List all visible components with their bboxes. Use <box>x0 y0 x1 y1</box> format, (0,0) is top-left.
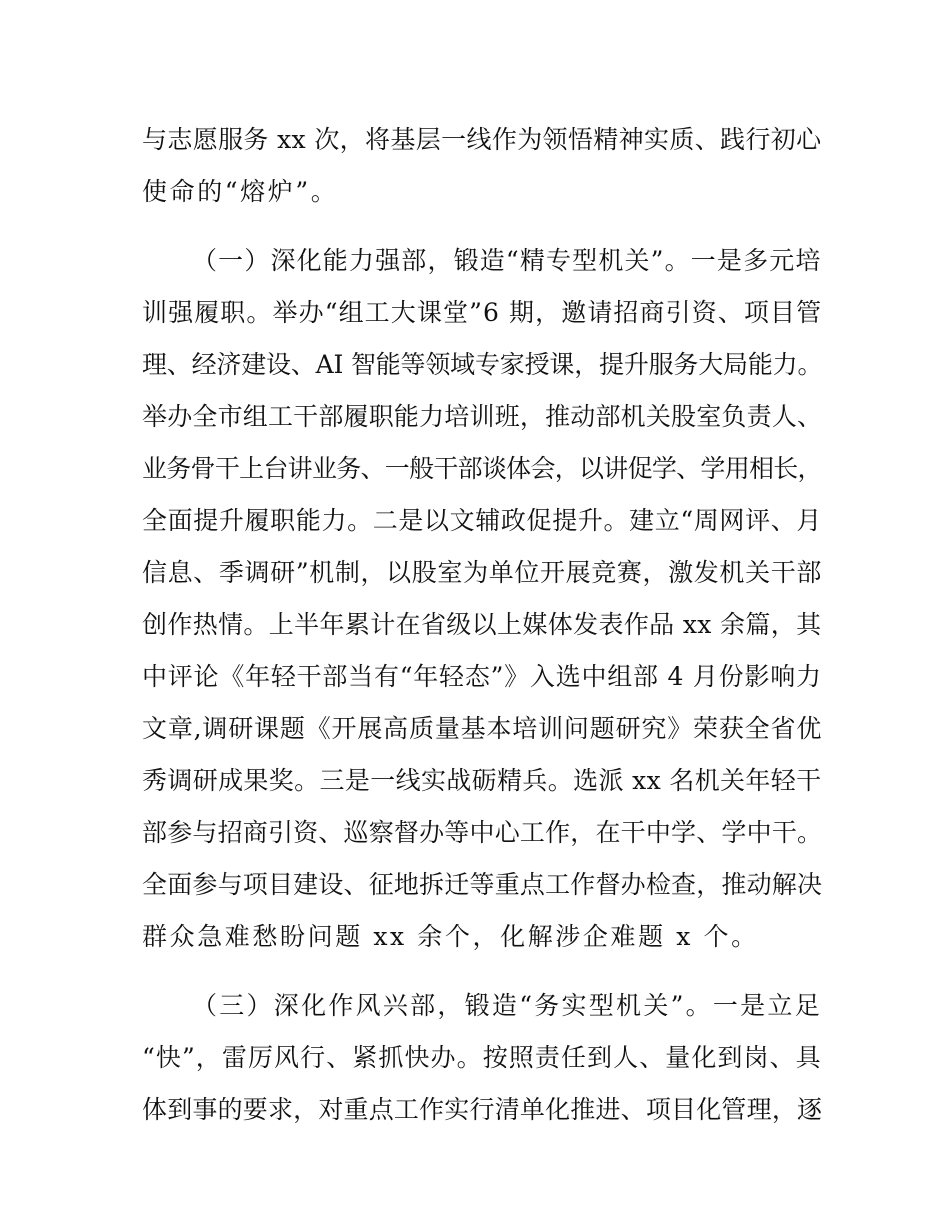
text-line: 中评论《年轻干部当有“年轻态”》入选中组部 4 月份影响力 <box>142 662 822 691</box>
text-line: 训强履职。举办“组工大课堂”6 期，邀请招商引资、项目管 <box>142 298 823 327</box>
text-line: 体到事的要求，对重点工作实行清单化推进、项目化管理，逐 <box>142 1095 823 1124</box>
text-line: 与志愿服务 xx 次，将基层一线作为领悟精神实质、践行初心 <box>142 125 822 154</box>
text-line: 使命的“熔炉”。 <box>142 177 339 206</box>
text-line: （三）深化作风兴部，锻造“务实型机关”。一是立足 <box>192 991 822 1020</box>
text-line: 举办全市组工干部履职能力培训班，推动部机关股室负责人、 <box>142 402 823 431</box>
text-line: 信息、季调研”机制，以股室为单位开展竞赛，激发机关干部 <box>142 558 822 587</box>
text-line: 部参与招商引资、巡察督办等中心工作，在干中学、学中干。 <box>142 818 823 847</box>
text-line: （一）深化能力强部，锻造“精专型机关”。一是多元培 <box>192 246 822 275</box>
text-line: 创作热情。上半年累计在省级以上媒体发表作品 xx 余篇，其 <box>142 610 822 639</box>
text-line: 业务骨干上台讲业务、一般干部谈体会，以讲促学、学用相长， <box>142 454 822 483</box>
text-line: 群众急难愁盼问题 xx 余个，化解涉企难题 x 个。 <box>142 922 759 951</box>
text-line: 秀调研成果奖。三是一线实战砺精兵。选派 xx 名机关年轻干 <box>142 766 822 795</box>
text-line: 全面参与项目建设、征地拆迁等重点工作督办检查，推动解决 <box>142 870 823 899</box>
text-line: 理、经济建设、AI 智能等领域专家授课，提升服务大局能力。 <box>142 350 823 379</box>
text-line: “快”，雷厉风行、紧抓快办。按照责任到人、量化到岗、具 <box>142 1043 822 1072</box>
text-line: 全面提升履职能力。二是以文辅政促提升。建立“周网评、月 <box>142 506 822 535</box>
text-line: 文章,调研课题《开展高质量基本培训问题研究》荣获全省优 <box>142 714 823 743</box>
